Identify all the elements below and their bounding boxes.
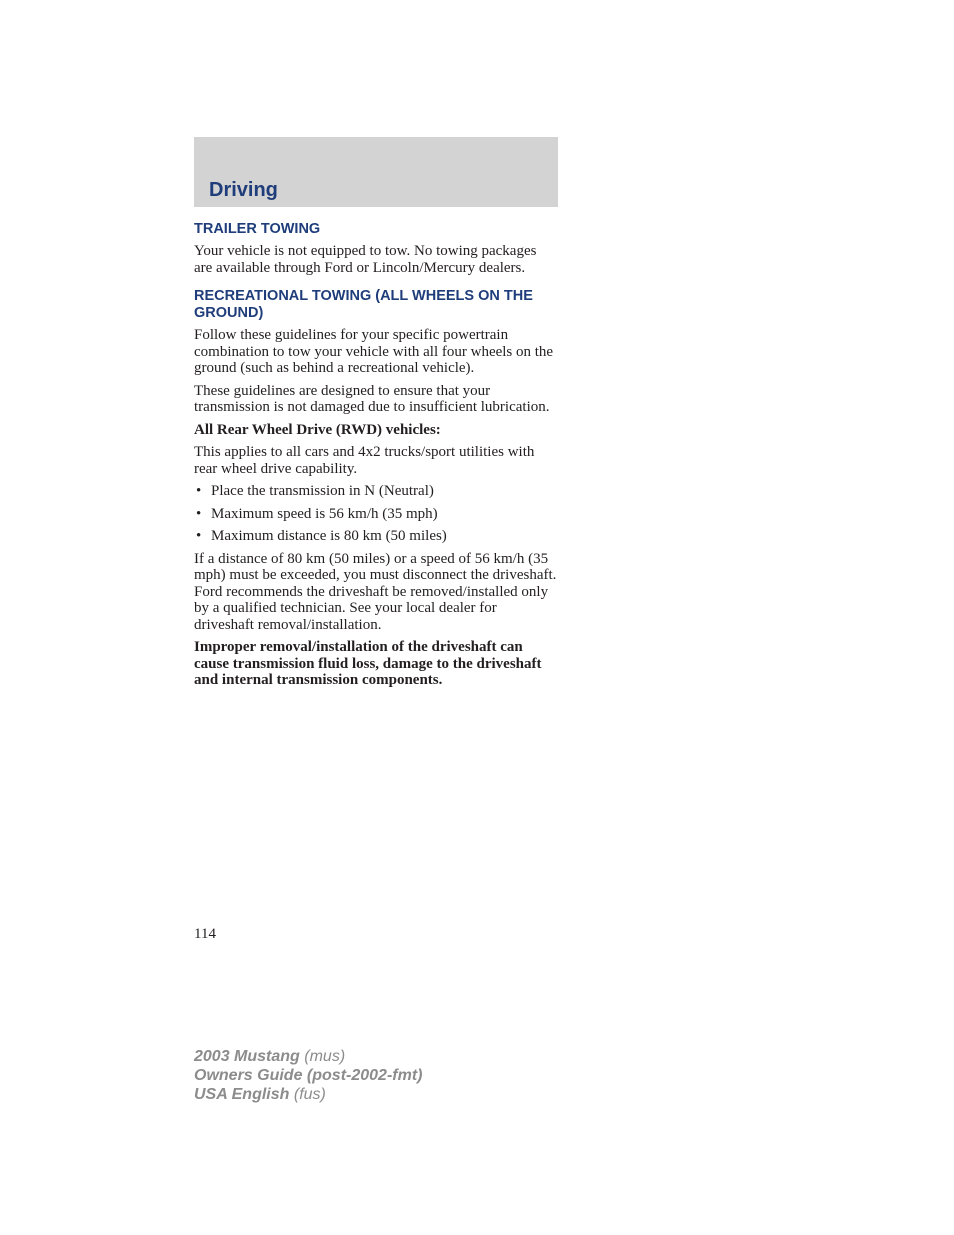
list-item [194,528,558,545]
list-item [194,506,558,523]
page-number: 114 [194,926,216,942]
page-content [194,221,558,695]
section-title: Driving [209,179,278,201]
list-item [194,483,558,500]
footer-guide: Owners Guide (post-2002-fmt) [194,1067,423,1084]
footer-language: USA English [194,1086,290,1103]
towing-guidelines-list [194,483,558,545]
bullet-icon: • [196,528,202,544]
footer-line-3 [194,1085,422,1104]
driveshaft-paragraph: If a distance of 80 km (50 miles) or a speed of 56 km/h (35 mph) must be exceeded, you must disconnect the driveshaft. Ford recommends the driveshaft be removed/installed only by a qualified technician. See your local dealer for driveshaft removal/installation. [194,550,557,633]
section-header-band [194,137,558,207]
list-item-text: Place the transmission in N (Neutral) [211,483,434,499]
trailer-towing-heading: TRAILER TOWING [194,221,321,237]
recreational-towing-heading: RECREATIONAL TOWING (ALL WHEELS ON THE GROUND) [194,288,533,321]
list-item-text: Maximum speed is 56 km/h (35 mph) [211,505,438,522]
footer-line-2 [194,1066,422,1085]
bullet-icon: • [196,483,202,499]
document-footer [194,1047,422,1104]
footer-line-1 [194,1047,422,1066]
footer-model: 2003 Mustang [194,1048,300,1065]
rwd-text: This applies to all cars and 4x2 trucks/sport utilities with rear wheel drive capability. [194,444,535,477]
recreational-towing-paragraph-1: Follow these guidelines for your specific powertrain combination to tow your vehicle with all four wheels on the ground (such as behind a recreational vehicle). [194,327,554,376]
footer-language-code: (fus) [293,1086,326,1103]
recreational-towing-paragraph-2: These guidelines are designed to ensure that your transmission is not damaged due to insufficient lubrication. [194,382,550,415]
bullet-icon: • [196,505,202,522]
rwd-subheading: All Rear Wheel Drive (RWD) vehicles: [194,421,441,438]
trailer-towing-text: Your vehicle is not equipped to tow. No towing packages are available through Ford or Lincoln/Mercury dealers. [194,243,537,276]
footer-model-code: (mus) [304,1048,346,1065]
list-item-text: Maximum distance is 80 km (50 miles) [211,528,447,544]
driveshaft-warning: Improper removal/installation of the driveshaft can cause transmission fluid loss, damage to the driveshaft and internal transmission components. [194,639,542,688]
